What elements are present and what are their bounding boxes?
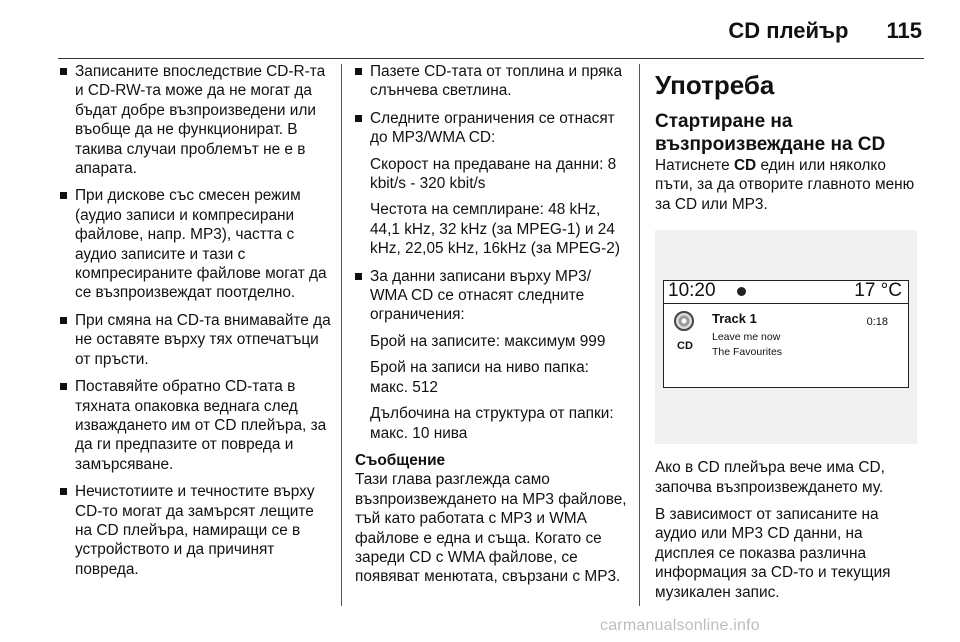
list-item (355, 267, 627, 443)
radio-display (663, 280, 909, 388)
status-dot-icon (737, 287, 746, 296)
list-item-text: Следните ограничения се отнасят до MP3/WMA CD: (370, 109, 615, 147)
paragraph: Ако в CD плейъра вече има CD, започва възпроизвеждането му. (655, 459, 885, 496)
bullet-list (355, 62, 627, 443)
cd-disc-icon (674, 311, 694, 331)
page-header (728, 18, 922, 44)
sub-item: Скорост на предаване на данни: 8 kbit/s - 320 kbit/s (370, 155, 617, 193)
column-3 (655, 62, 917, 610)
list-item (355, 109, 627, 259)
track-artist: The Favourites (712, 346, 783, 359)
cd-button-label: CD (733, 157, 757, 174)
paragraph: В зависимост от записаните на аудио или MP3 CD данни, на дисплея се показва различна информация за CD-то и текущия музикален запис. (655, 506, 891, 601)
watermark: carmanualsonline.info (600, 617, 760, 634)
temperature: 17 °C (854, 280, 902, 302)
list-item: При дискове със смесен режим (аудио записи и компресирани файлове, напр. MP3), частта с аудио записите и тази с компресираните файлове могат да се възпроизвеждат поотделно. (60, 186, 332, 302)
chapter-title: CD плейър (728, 18, 849, 43)
list-item: Поставяйте обратно CD-тата в тяхната опаковка веднага след изваждането им от CD плейъра, за да ги предпазите от повреда и замърсяване. (60, 377, 332, 474)
section-heading: Употреба (655, 70, 775, 100)
source-label: CD (677, 340, 693, 353)
list-item: При смяна на CD-та внимавайте да не оставяте върху тях отпечатъци от пръсти. (60, 311, 332, 369)
column-1 (60, 62, 332, 587)
note-text: Тази глава разглежда само възпроизвеждането на MP3 файлове, тъй като работата с MP3 и WMA файлове е една и съща. Когато се зареди CD с WMA файлове, се появяват менютата, свързани с MP3. (355, 471, 627, 586)
column-divider-1 (341, 64, 342, 606)
list-item: Записаните впоследствие CD-R-та и CD-RW-та може да не могат да бъдат добре възпроизведени или въобще да не функционират. В такива случаи проблемът не е в апарата. (60, 62, 332, 178)
paragraph (655, 156, 917, 214)
paragraph-text: един или няколко пъти, за да отворите главното меню за CD или MP3. (655, 157, 915, 213)
paragraph-text: Натиснете (655, 157, 734, 174)
sub-item: Брой на записи на ниво папка: макс. 512 (370, 359, 589, 396)
note-title: Съобщение (355, 451, 446, 469)
bullet-list (60, 62, 332, 579)
sub-item: Честота на семплиране: 48 kHz, 44,1 kHz, 32 kHz (за MPEG-1) и 24 kHz, 22,05 kHz, 16kHz (за MPEG-2) (370, 201, 620, 258)
page-number: 115 (886, 18, 922, 43)
clock: 10:20 (668, 280, 716, 302)
track-song: Leave me now (712, 331, 781, 344)
display-status-bar (664, 281, 908, 304)
subsection-heading: Стартиране на възпроизвеждане на CD (655, 111, 886, 155)
header-rule (58, 58, 924, 59)
track-title: Track 1 (712, 311, 757, 327)
display-illustration (655, 230, 917, 444)
elapsed-time: 0:18 (866, 316, 888, 329)
list-item (355, 62, 627, 101)
sub-item: Брой на записите: максимум 999 (370, 332, 606, 350)
sub-item: Дълбочина на структура от папки: макс. 10 нива (370, 405, 614, 442)
column-divider-2 (639, 64, 640, 606)
list-item: Нечистотиите и течностите върху CD-то могат да замърсят лещите на CD плейъра, намиращи се в устройството и да причинят повреда. (60, 482, 332, 579)
list-item-text: Пазете CD-тата от топлина и пряка слънчева светлина. (370, 63, 623, 100)
list-item-text: За данни записани върху MP3/ WMA CD се отнасят следните ограничения: (370, 267, 591, 324)
column-2 (355, 62, 627, 587)
